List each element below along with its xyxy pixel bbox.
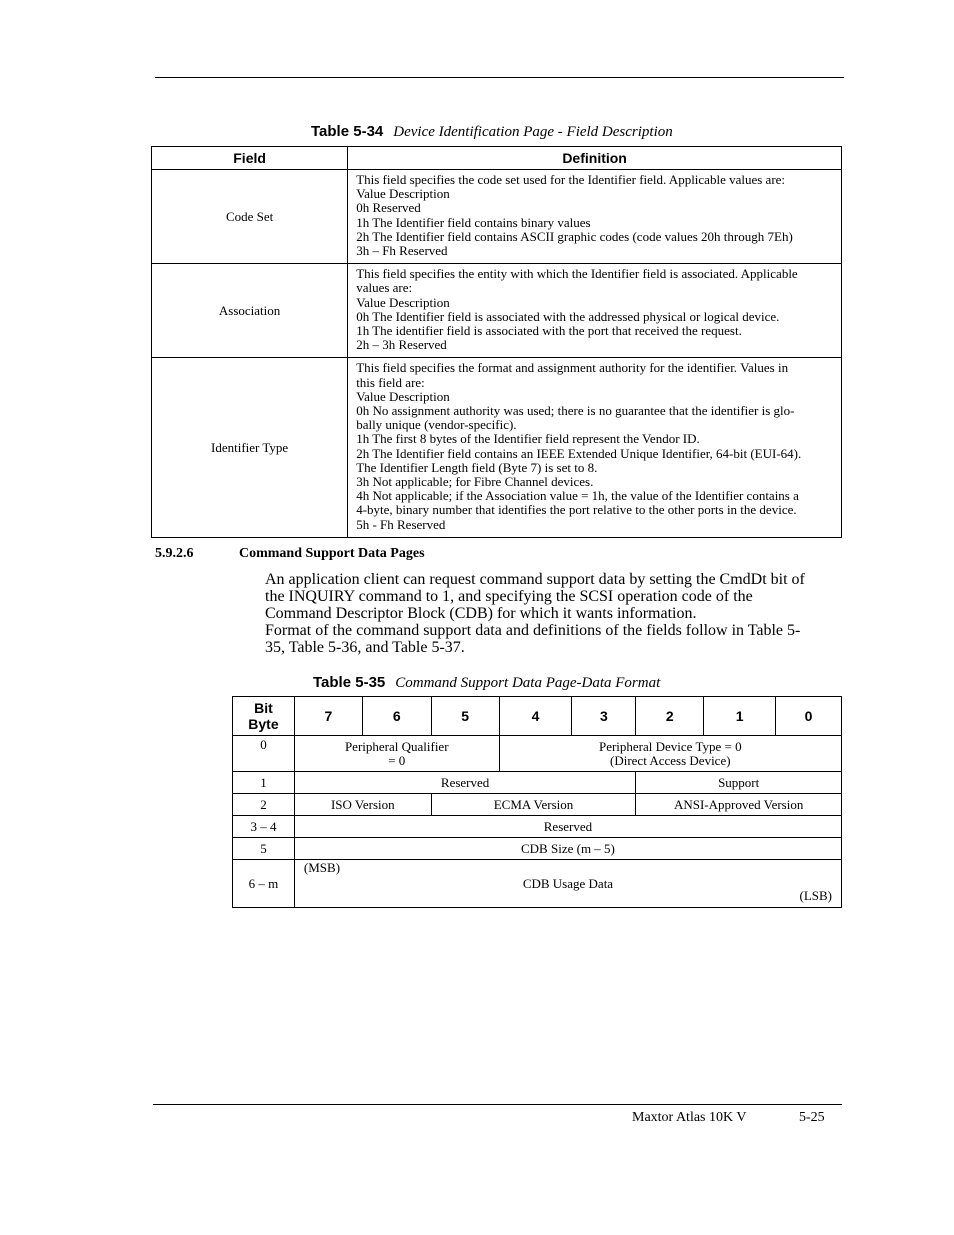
definition-line: This field specifies the entity with which the Identifier field is associated. Applicable: [356, 266, 798, 282]
header-rule: [155, 77, 844, 78]
definition-line: 3h – Fh Reserved: [356, 243, 448, 259]
bit-header: 7: [294, 697, 362, 736]
field-name: Code Set: [152, 170, 348, 264]
bit-byte-header: [233, 697, 295, 736]
bit-header: 3: [572, 697, 636, 736]
definition-line: 3h Not applicable; for Fibre Channel devices.: [356, 474, 594, 490]
definition-line: 2h The Identifier field contains ASCII graphic codes (code values 20h through 7Eh): [356, 228, 793, 244]
definition-line: Value Description: [356, 186, 450, 202]
table-row: [233, 736, 842, 772]
definition-line: values are:: [356, 280, 413, 296]
field-name: Association: [152, 264, 348, 358]
support-cell: Support: [636, 772, 842, 794]
table-34-caption-number: Table 5-34: [311, 123, 384, 140]
definition-line: this field are:: [356, 374, 425, 390]
table-row: [233, 860, 842, 908]
table-row: [233, 794, 842, 816]
definition-line: 5h - Fh Reserved: [356, 516, 446, 532]
bit-header-row: [233, 697, 842, 736]
peripheral-device-type-note: (Direct Access Device): [610, 752, 731, 768]
cdb-size-cell: CDB Size (m – 5): [294, 838, 841, 860]
definition-line: This field specifies the format and assignment authority for the identifier. Values in: [356, 360, 789, 376]
section-title: Command Support Data Pages: [239, 546, 425, 561]
lsb-label: (LSB): [799, 888, 832, 903]
definition-line: 1h The first 8 bytes of the Identifier field represent the Vendor ID.: [356, 431, 700, 447]
iso-version-cell: ISO Version: [294, 794, 431, 816]
table-34-caption: [311, 123, 673, 141]
definition-line: 2h The Identifier field contains an IEEE Extended Unique Identifier, 64-bit (EUI-64).: [356, 445, 802, 461]
definition-line: 0h Reserved: [356, 200, 421, 216]
definition-line: This field specifies the code set used for the Identifier field. Applicable values are:: [356, 172, 786, 187]
peripheral-qualifier-label: Peripheral Qualifier: [344, 738, 449, 754]
byte-number: 2: [233, 794, 295, 816]
byte-number: 5: [233, 838, 295, 860]
bit-header: 5: [431, 697, 499, 736]
msb-label: (MSB): [303, 860, 341, 875]
section-heading: [155, 546, 425, 562]
peripheral-device-type-cell: [499, 736, 841, 772]
definition-line: Value Description: [356, 294, 450, 310]
peripheral-device-type-label: Peripheral Device Type = 0: [598, 738, 742, 754]
byte-number: 3 – 4: [233, 816, 295, 838]
table-row: [152, 170, 842, 264]
table-row: [233, 838, 842, 860]
byte-number: 1: [233, 772, 295, 794]
table-34-caption-title: Device Identification Page - Field Description: [393, 124, 673, 140]
paragraph-line: 35, Table 5-36, and Table 5-37.: [265, 639, 465, 656]
section-number: 5.9.2.6: [155, 546, 194, 561]
table-34: [151, 146, 842, 538]
table-35-caption-number: Table 5-35: [313, 674, 386, 691]
peripheral-qualifier-cell: [294, 736, 499, 772]
byte-number: 0: [233, 736, 295, 772]
footer-product: Maxtor Atlas 10K V: [632, 1110, 747, 1125]
paragraph-line: the INQUIRY command to 1, and specifying the SCSI operation code of the: [265, 588, 753, 605]
table-34-header-row: [152, 147, 842, 170]
table-row: [152, 358, 842, 537]
field-definition: [348, 170, 842, 264]
ecma-version-cell: ECMA Version: [431, 794, 636, 816]
footer-rule: [153, 1104, 842, 1105]
table-35: [232, 696, 842, 908]
paragraph-line: Format of the command support data and definitions of the fields follow in Table 5-: [265, 622, 801, 639]
definition-line: The Identifier Length field (Byte 7) is set to 8.: [356, 459, 598, 475]
ansi-version-cell: ANSI-Approved Version: [636, 794, 842, 816]
bit-header: 1: [704, 697, 776, 736]
footer-page-number: 5-25: [799, 1110, 825, 1125]
body-paragraph: [265, 571, 805, 656]
bit-label: Bit: [254, 700, 273, 716]
field-name: Identifier Type: [152, 358, 348, 537]
bit-header: 6: [362, 697, 431, 736]
definition-line: bally unique (vendor-specific).: [356, 417, 517, 433]
peripheral-qualifier-value: = 0: [388, 752, 406, 768]
table-row: [233, 772, 842, 794]
table-35-caption: [313, 674, 660, 692]
definition-line: 0h The Identifier field is associated with the addressed physical or logical device.: [356, 308, 780, 324]
definition-line: 0h No assignment authority was used; there is no guarantee that the identifier is glo-: [356, 403, 795, 419]
definition-line: 1h The Identifier field contains binary values: [356, 214, 591, 230]
paragraph-line: Command Descriptor Block (CDB) for which it wants information.: [265, 605, 697, 622]
paragraph-line: An application client can request command support data by setting the CmdDt bit of: [265, 571, 805, 588]
cdb-usage-data-cell: [294, 860, 841, 908]
bit-header: 4: [499, 697, 572, 736]
cdb-usage-data-label: CDB Usage Data: [522, 875, 614, 891]
field-definition: [348, 358, 842, 537]
bit-header: 0: [776, 697, 842, 736]
reserved-cell: Reserved: [294, 816, 841, 838]
definition-line: 4-byte, binary number that identifies the port relative to the other ports in the device.: [356, 502, 797, 518]
table-row: [152, 264, 842, 358]
bit-header: 2: [636, 697, 704, 736]
byte-number: 6 – m: [233, 860, 295, 908]
definition-column-header: Definition: [348, 147, 842, 170]
definition-line: Value Description: [356, 388, 450, 404]
byte-label: Byte: [248, 716, 279, 732]
definition-line: 4h Not applicable; if the Association value = 1h, the value of the Identifier contains a: [356, 488, 799, 504]
table-35-caption-title: Command Support Data Page-Data Format: [395, 675, 661, 691]
field-column-header: Field: [152, 147, 348, 170]
definition-line: 1h The identifier field is associated with the port that received the request.: [356, 323, 742, 339]
field-definition: [348, 264, 842, 358]
table-row: [233, 816, 842, 838]
reserved-cell: Reserved: [294, 772, 635, 794]
definition-line: 2h – 3h Reserved: [356, 337, 447, 353]
